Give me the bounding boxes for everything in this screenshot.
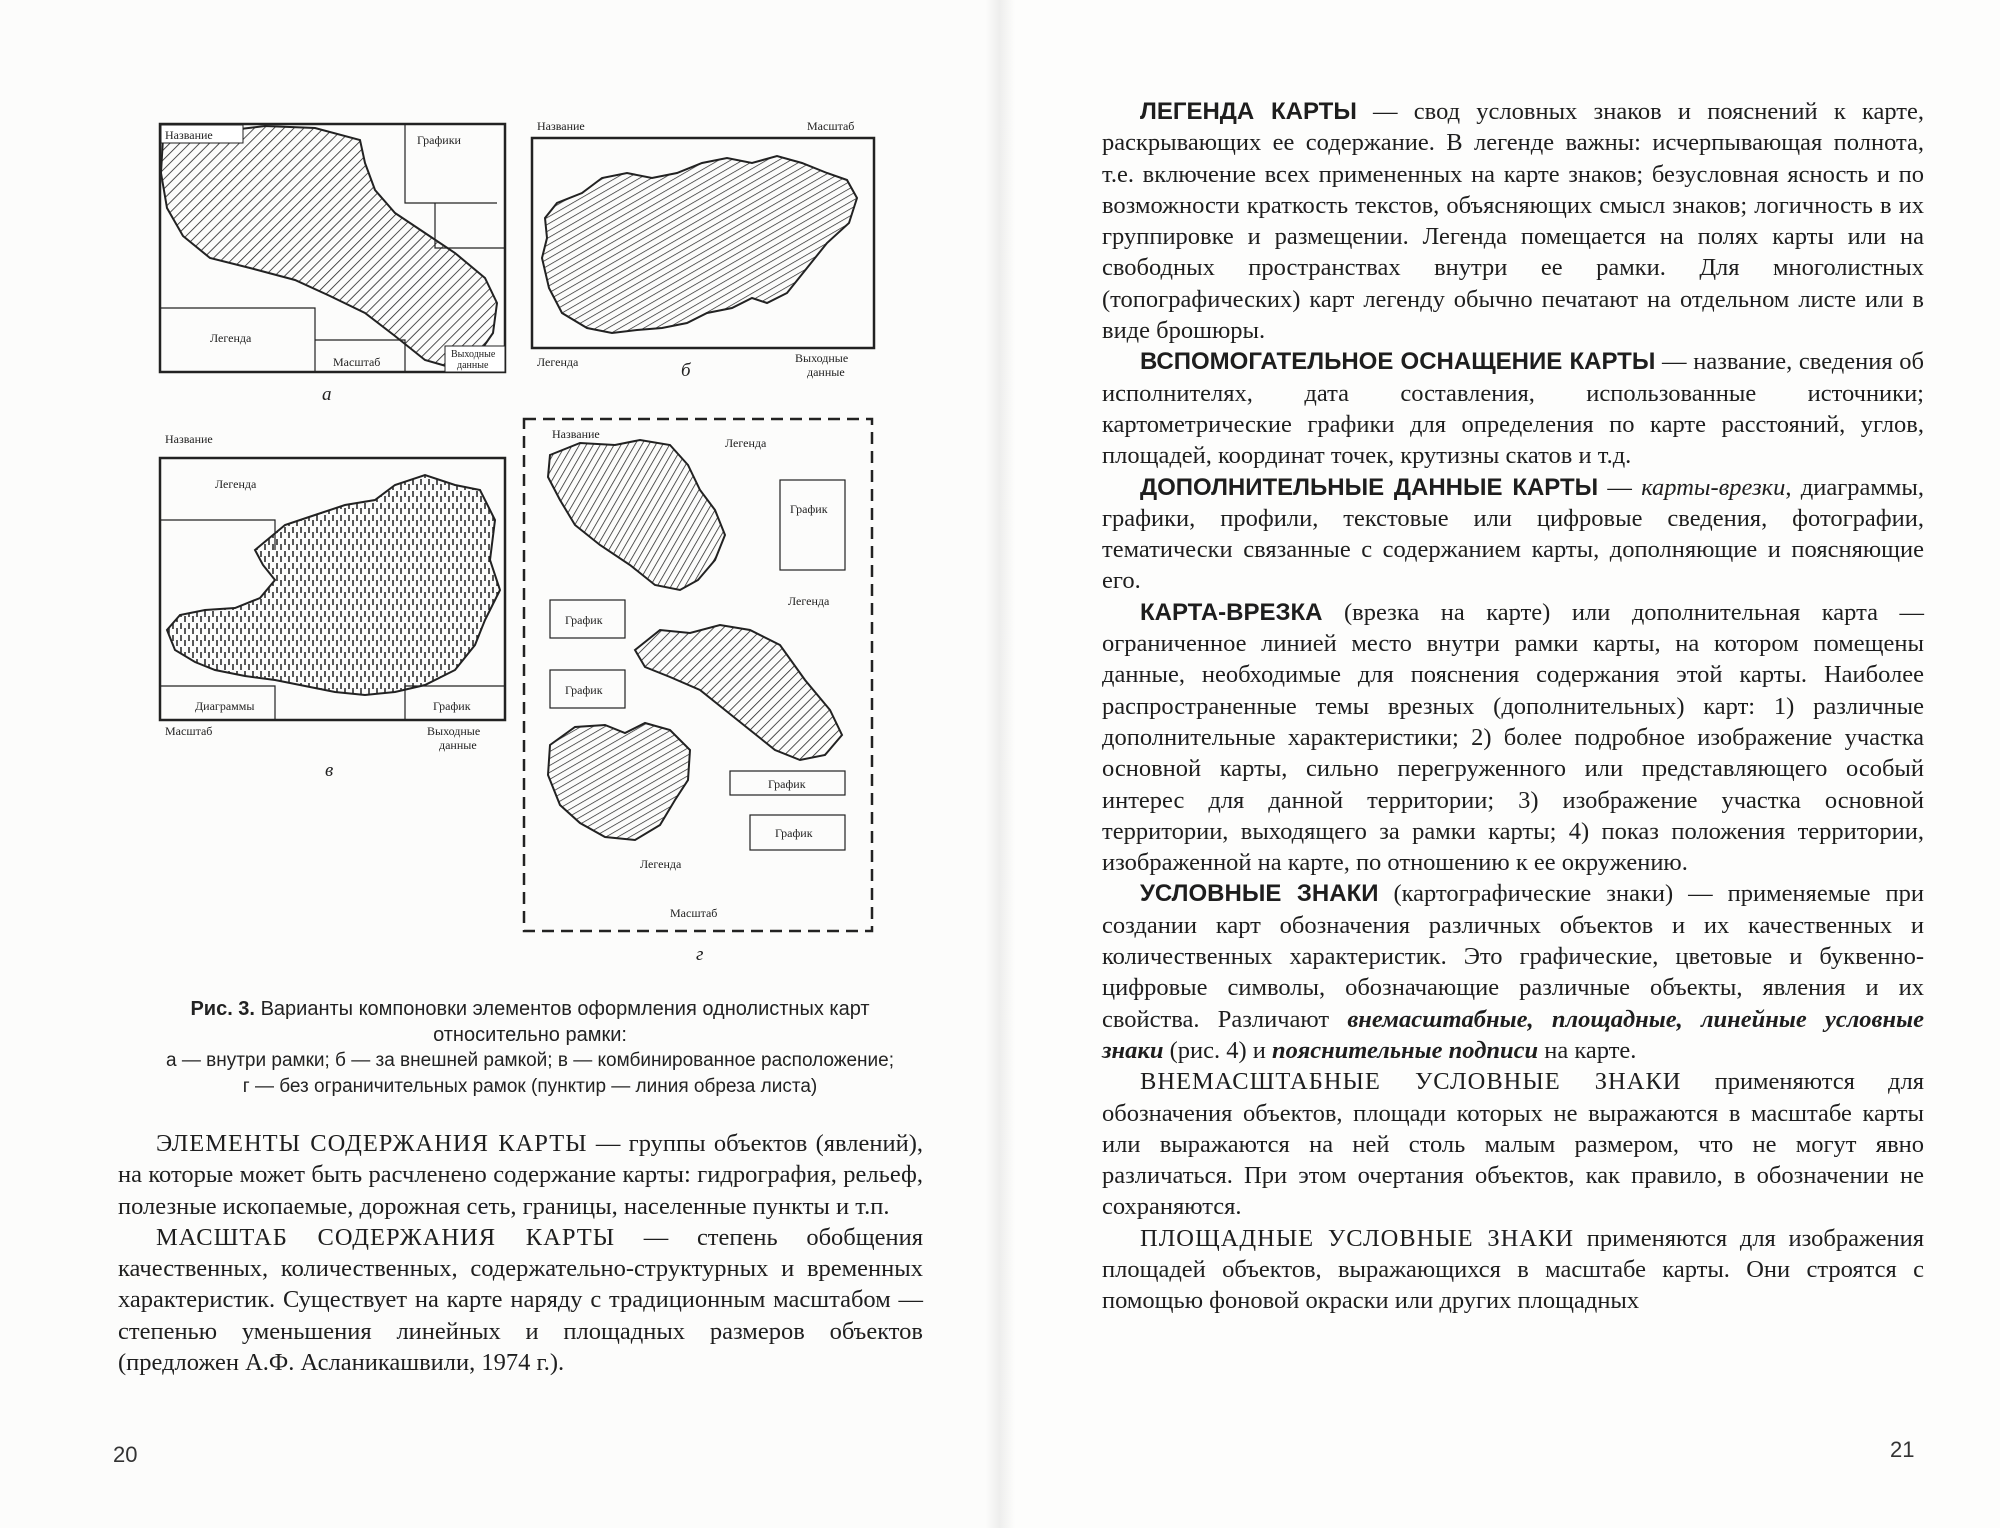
paragraph — [1102, 1223, 1924, 1317]
figure-panel-b — [527, 118, 887, 388]
territory-shape-1 — [548, 440, 725, 590]
italic-text: пояснительные подписи — [1272, 1036, 1539, 1064]
label-legenda: Легенда — [537, 355, 579, 369]
paragraph-body: — свод условных знаков и пояснений к карте, раскрывающих ее содержание. В легенде важны: исчерпывающая полнота, т.е. включение всех примененных на карте знаков; безусловная ясность и по возможности краткость текстов, объясняющих смысл знаков; логичность в их группировке и размещении. Легенда помещается на полях карты или на свободных пространствах внутри ее рамки. Для многолистных (топографических) карт легенду обычно печатают на отдельном листе или в виде брошюры. — [1102, 98, 1925, 345]
paragraph — [1102, 96, 1924, 346]
term: ПЛОЩАДНЫЕ УСЛОВНЫЕ ЗНАКИ — [1140, 1224, 1575, 1252]
figure-panel-v — [155, 430, 515, 790]
label-grafik: График — [433, 699, 471, 713]
paragraph-body: (рис. 4) и — [1163, 1036, 1273, 1064]
italic-text: карты-врезки — [1641, 473, 1786, 501]
label-grafik-1: График — [790, 502, 828, 516]
term: ВСПОМОГАТЕЛЬНОЕ ОСНАЩЕНИЕ КАРТЫ — [1140, 348, 1656, 376]
territory-shape — [542, 156, 857, 333]
label-nazvanie: Название — [537, 119, 585, 133]
label-vykhodnye: Выходные — [451, 349, 496, 360]
panel-label: в — [325, 760, 334, 781]
label-legenda: Легенда — [210, 331, 252, 345]
italic-text: внемасштабные, площадные, линейные условные знаки — [1102, 1005, 1924, 1064]
label-grafik-3: График — [565, 683, 603, 697]
paragraph — [118, 1222, 923, 1378]
label-legenda-top: Легенда — [725, 436, 767, 450]
label-vykhodnye: Выходные — [795, 351, 849, 365]
label-grafiki: Графики — [417, 133, 461, 147]
label-legenda-bottom: Легенда — [640, 857, 682, 871]
panel-label: б — [681, 360, 691, 381]
paragraph-body: на карте. — [1538, 1036, 1637, 1064]
label-grafik-2: График — [565, 613, 603, 627]
paragraph-body: (врезка на карте) или дополнительная карта — ограниченное линией место внутри рамки карты, на котором помещены данные, необходимые для пояснения содержания этой карты. Наиболее распространенные темы врезных (дополнительных) карт: 1) различные дополнительные характеристики; 2) более подробное изображение участка основной карты, сильно перегруженного или представляющего особый интерес для данной территории; 3) изображение участка основной территории, выходящего за рамки карты; 4) показ положения территории, изображенной на карте, по отношению к ее окружению. — [1102, 598, 1924, 877]
figure-panel-g — [520, 415, 880, 970]
book-gutter — [985, 0, 1015, 1528]
page-number-right: 21 — [1890, 1437, 1915, 1462]
label-masshtab: Масштаб — [333, 355, 381, 369]
paragraph — [1102, 346, 1924, 471]
term: ВНЕМАСШТАБНЫЕ УСЛОВНЫЕ ЗНАКИ — [1140, 1068, 1682, 1096]
page-number-left: 20 — [113, 1442, 138, 1467]
term: ЛЕГЕНДА КАРТЫ — [1140, 98, 1357, 125]
paragraph-body: применяются для обозначения объектов, площади которых не выражаются в масштабе карты или выражаются на ней столь малым размером, что не могут явно различаться. При этом очертания объектов, как правило, в обозначении не сохраняются. — [1102, 1068, 1924, 1221]
paragraph — [1102, 597, 1924, 879]
panel-label: г — [696, 944, 704, 965]
paragraph-body: — группы объектов (явлений), на которые может быть расчленено содержание карты: гидрография, рельеф, полезные ископаемые, дорожная сеть, границы, населенные пункты и т.п. — [118, 1130, 923, 1220]
right-page — [1000, 0, 2000, 1528]
label-legenda: Легенда — [215, 477, 257, 491]
label-grafik-5: График — [775, 826, 813, 840]
label-vykhodnye: Выходные — [427, 724, 481, 738]
paragraph — [118, 1128, 923, 1222]
right-body-text — [1102, 96, 1924, 1317]
dash: — — [1598, 473, 1642, 501]
label-masshtab: Масштаб — [807, 119, 855, 133]
paragraph — [1102, 1066, 1924, 1222]
label-legenda-mid: Легенда — [788, 594, 830, 608]
figure-number: Рис. 3. — [190, 998, 255, 1020]
caption-variants-2: г — без ограничительных рамок (пунктир — линия обреза листа) — [242, 1076, 818, 1097]
paragraph-body: (картографические знаки) — применяемые при создании карт обозначения различных объектов и их качественных и количественных характеристик. Это графические, цветовые и буквенно-цифровые символы, обозначающие различные объекты, явления и их свойства. Различают — [1102, 880, 1924, 1033]
label-diagrammy: Диаграммы — [195, 699, 255, 713]
caption-variants-1: а — внутри рамки; б — за внешней рамкой; в — комбинированное расположение; — [166, 1050, 894, 1071]
label-nazvanie: Название — [165, 432, 213, 446]
label-masshtab: Масштаб — [670, 906, 718, 920]
paragraph-body: , диаграммы, графики, профили, текстовые или цифровые сведения, фотографии, тематически связанные с содержанием карты, дополняющие и поясняющие его. — [1102, 473, 1925, 595]
term: МАСШТАБ СОДЕРЖАНИЯ КАРТЫ — [156, 1223, 616, 1251]
label-dannye: данные — [457, 360, 489, 371]
paragraph — [1102, 878, 1924, 1066]
label-nazvanie: Название — [165, 128, 213, 142]
term: ЭЛЕМЕНТЫ СОДЕРЖАНИЯ КАРТЫ — [156, 1130, 588, 1157]
territory-shape — [167, 475, 500, 695]
grafik-box-1 — [780, 480, 845, 570]
label-nazvanie: Название — [552, 427, 600, 441]
term: УСЛОВНЫЕ ЗНАКИ — [1140, 880, 1379, 908]
label-dannye: данные — [439, 738, 477, 752]
label-dannye: данные — [807, 365, 845, 379]
territory-shape-3 — [548, 723, 690, 840]
figure-caption — [120, 996, 940, 1100]
paragraph-body: — название, сведения об исполнителях, дата составления, использованные источники; картометрические графики для определения по карте расстояний, углов, площадей, координат точек, крутизны скатов и т.д. — [1102, 348, 1924, 470]
paragraph — [1102, 472, 1924, 597]
paragraph-body: — степень обобщения качественных, количественных, содержательно-структурных и временных характеристик. Существует на карте наряду с традиционным масштабом — степенью уменьшения линейных и площадных размеров объектов (предложен А.Ф. Асланикашвили, 1974 г.). — [118, 1223, 923, 1377]
caption-title-1: Варианты компоновки элементов оформления однолистных карт — [260, 998, 870, 1020]
left-body-text — [118, 1128, 923, 1378]
term: ДОПОЛНИТЕЛЬНЫЕ ДАННЫЕ КАРТЫ — [1140, 473, 1599, 501]
label-masshtab: Масштаб — [165, 724, 213, 738]
panel-label: а — [322, 384, 332, 405]
figure-panel-a — [155, 118, 515, 413]
label-grafik-4: График — [768, 777, 806, 791]
caption-title-2: относительно рамки: — [433, 1024, 627, 1046]
paragraph-body: применяются для изображения площадей объектов, выражающихся в масштабе карты. Они строятся с помощью фоновой окраски или других площадных — [1102, 1224, 1924, 1315]
term: КАРТА-ВРЕЗКА — [1140, 598, 1323, 626]
